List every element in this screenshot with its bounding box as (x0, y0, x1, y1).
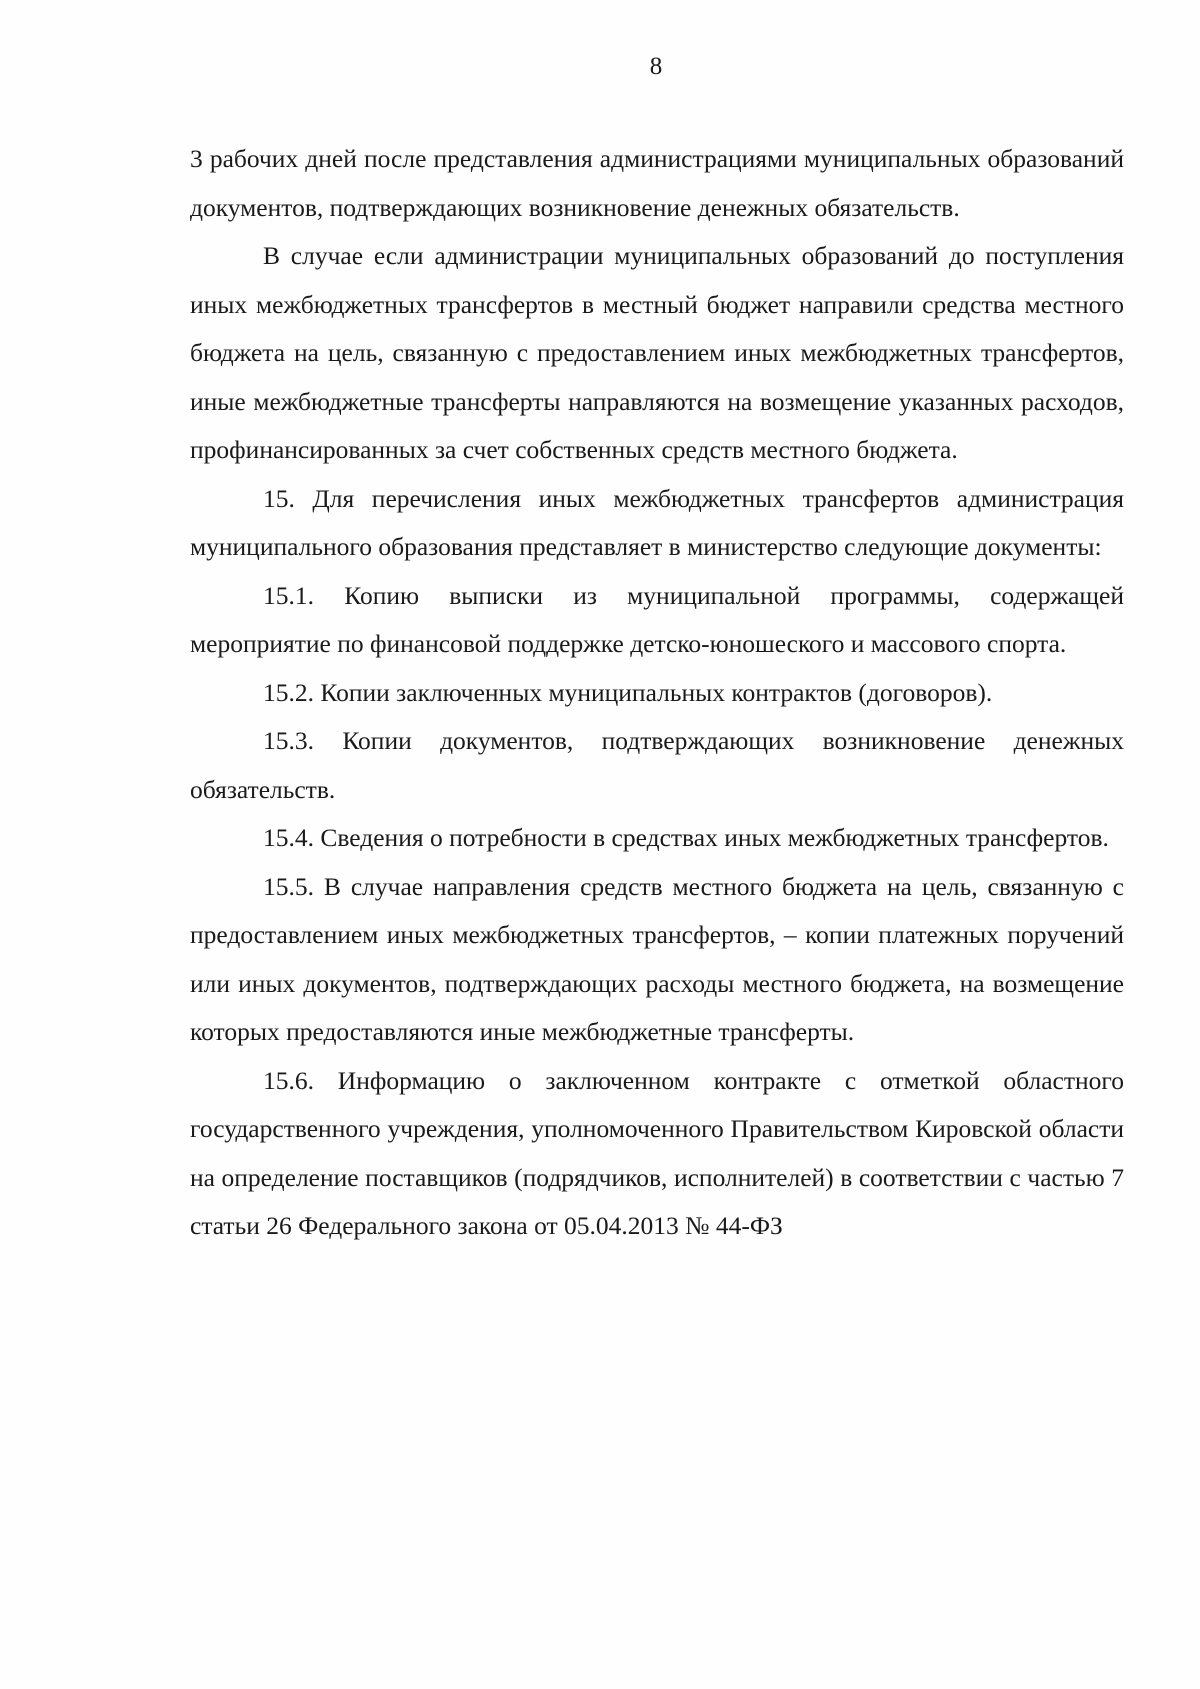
document-body (190, 135, 1124, 1251)
paragraph-refund-case: В случае если администрации муниципальных образований до поступления иных межбюджетных трансфертов в местный бюджет направили средства местного бюджета на цель, связанную с предоставлением иных межбюджетных трансфертов, иные межбюджетные трансферты направляются на возмещение указанных расходов, профинансированных за счет собственных средств местного бюджета. (190, 241, 1124, 464)
paragraph-continuation: 3 рабочих дней после представления администрациями муниципальных образований документов, подтверждающих возникновение денежных обязательств. (190, 144, 1124, 222)
paragraph-15: 15. Для перечисления иных межбюджетных трансфертов администрация муниципального образования представляет в министерство следующие документы: (190, 483, 1124, 561)
paragraph-15-4: 15.4. Сведения о потребности в средствах иных межбюджетных трансфертов. (263, 823, 1109, 852)
paragraph-15-3: 15.3. Копии документов, подтверждающих возникновение денежных обязательств. (190, 726, 1124, 804)
paragraph-15-6: 15.6. Информацию о заключенном контракте с отметкой областного государственного учреждения, уполномоченного Правительством Кировской области на определение поставщиков (подрядчиков, исполнителей) в соответствии с частью 7 статьи 26 Федерального закона от 05.04.2013 № 44-ФЗ (190, 1065, 1124, 1240)
paragraph-15-5: 15.5. В случае направления средств местного бюджета на цель, связанную с предоставлением иных межбюджетных трансфертов, – копии платежных поручений или иных документов, подтверждающих расходы местного бюджета, на возмещение которых предоставляются иные межбюджетные трансферты. (190, 871, 1124, 1046)
paragraph-15-2: 15.2. Копии заключенных муниципальных контрактов (договоров). (263, 677, 993, 707)
paragraph-15-1: 15.1. Копию выписки из муниципальной программы, содержащей мероприятие по финансовой поддержке детско-юношеского и массового спорта. (190, 580, 1124, 658)
page-number: 8 (649, 53, 663, 80)
